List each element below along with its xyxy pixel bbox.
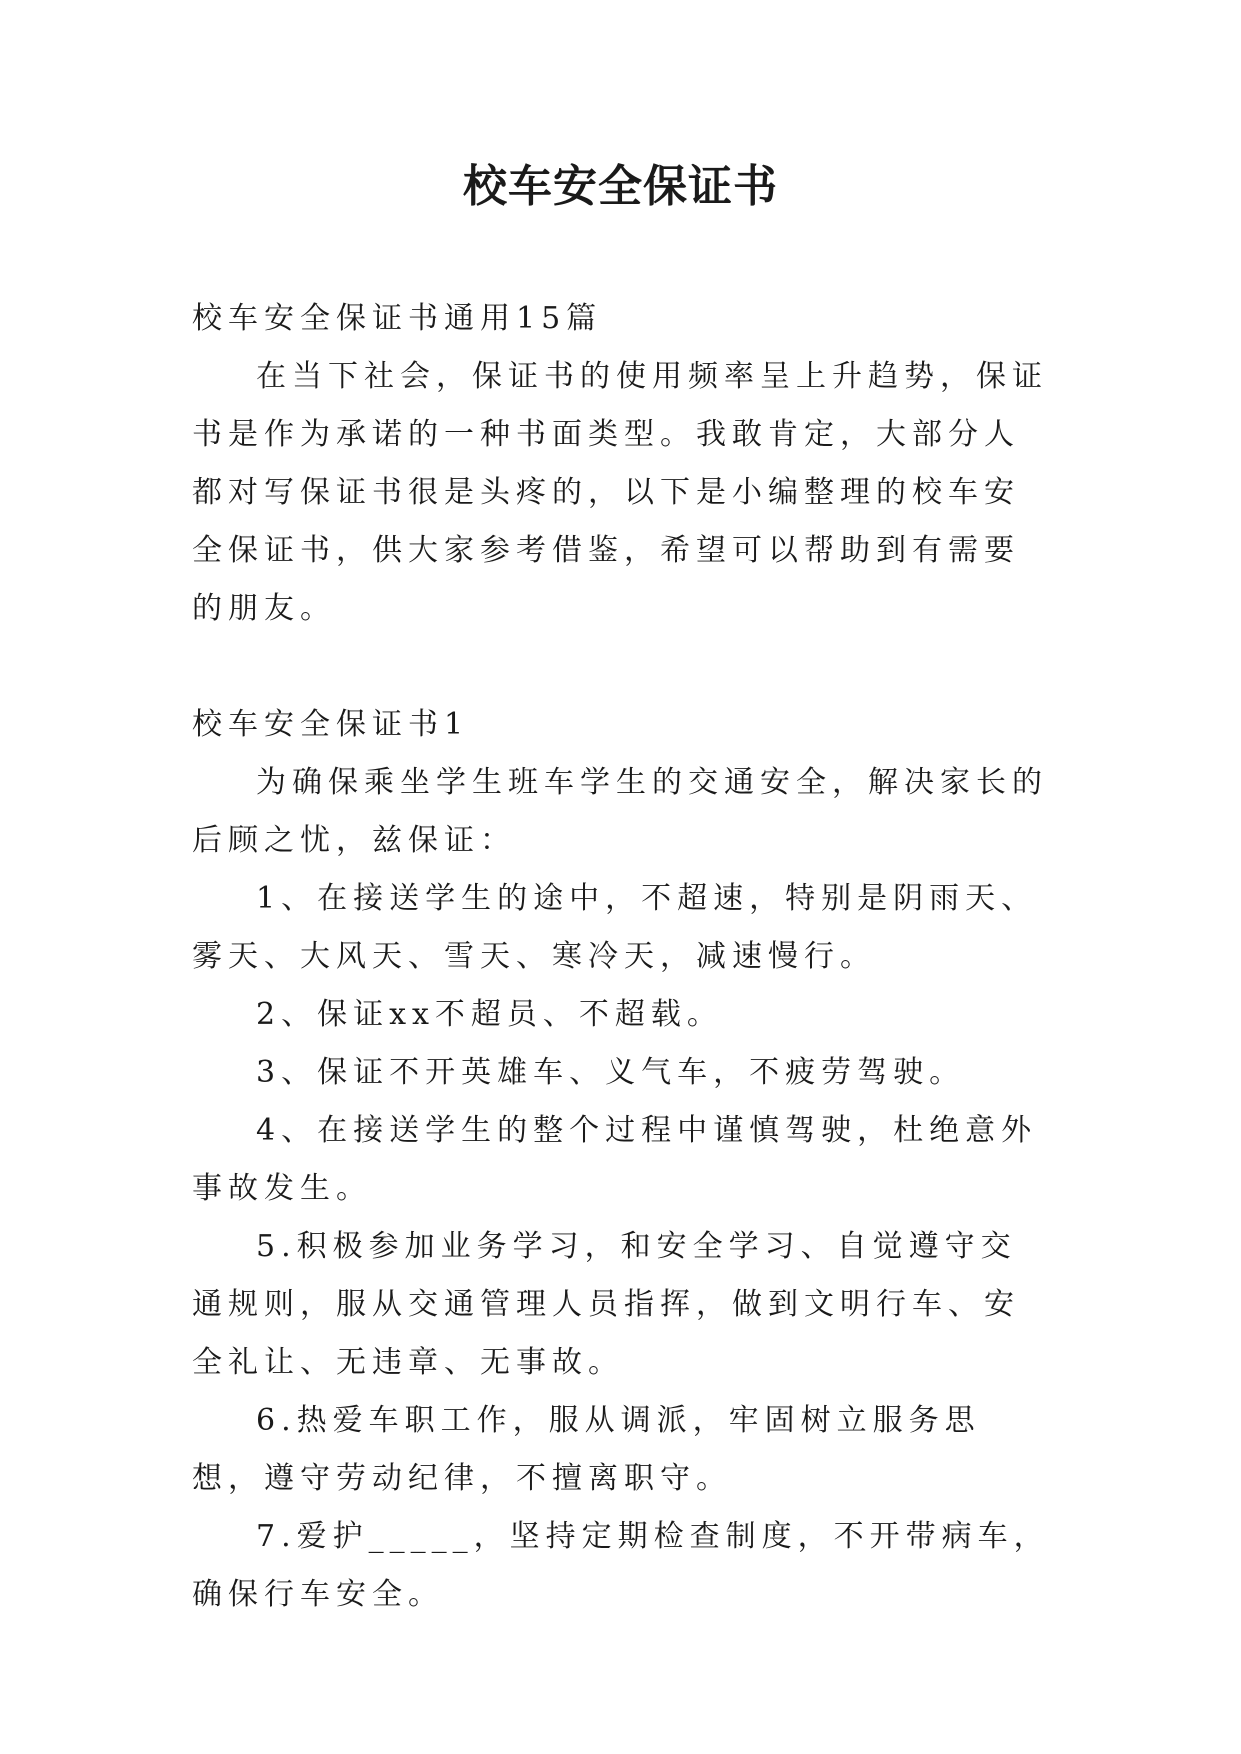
section-title: 校车安全保证书1 xyxy=(192,707,470,742)
guarantee-item-3: 3、保证不开英雄车、义气车，不疲劳驾驶。 xyxy=(256,1055,966,1090)
guarantee-item-5: 5.积极参加业务学习，和安全学习、自觉遵守交通规则，服从交通管理人员指挥，做到文明行车、安全礼让、无违章、无事故。 xyxy=(192,1229,1020,1380)
document-body xyxy=(192,290,1052,1624)
guarantee-item-4: 4、在接送学生的整个过程中谨慎驾驶，杜绝意外事故发生。 xyxy=(192,1113,1038,1206)
section-intro-paragraph: 为确保乘坐学生班车学生的交通安全，解决家长的后顾之忧，兹保证： xyxy=(192,765,1048,858)
guarantee-item-1: 1、在接送学生的途中，不超速，特别是阴雨天、雾天、大风天、雪天、寒冷天，减速慢行。 xyxy=(192,881,1038,974)
document-subtitle: 校车安全保证书通用15篇 xyxy=(192,301,603,336)
guarantee-item-7: 7.爱护_____，坚持定期检查制度，不开带病车，确保行车安全。 xyxy=(192,1519,1050,1612)
guarantee-item-6: 6.热爱车职工作，服从调派，牢固树立服务思想，遵守劳动纪律，不擅离职守。 xyxy=(192,1403,981,1496)
document-title: 校车安全保证书 xyxy=(463,161,778,212)
guarantee-item-2: 2、保证xx不超员、不超载。 xyxy=(256,997,723,1032)
intro-paragraph: 在当下社会，保证书的使用频率呈上升趋势，保证书是作为承诺的一种书面类型。我敢肯定，大部分人都对写保证书很是头疼的，以下是小编整理的校车安全保证书，供大家参考借鉴，希望可以帮助到有需要的朋友。 xyxy=(192,359,1048,626)
